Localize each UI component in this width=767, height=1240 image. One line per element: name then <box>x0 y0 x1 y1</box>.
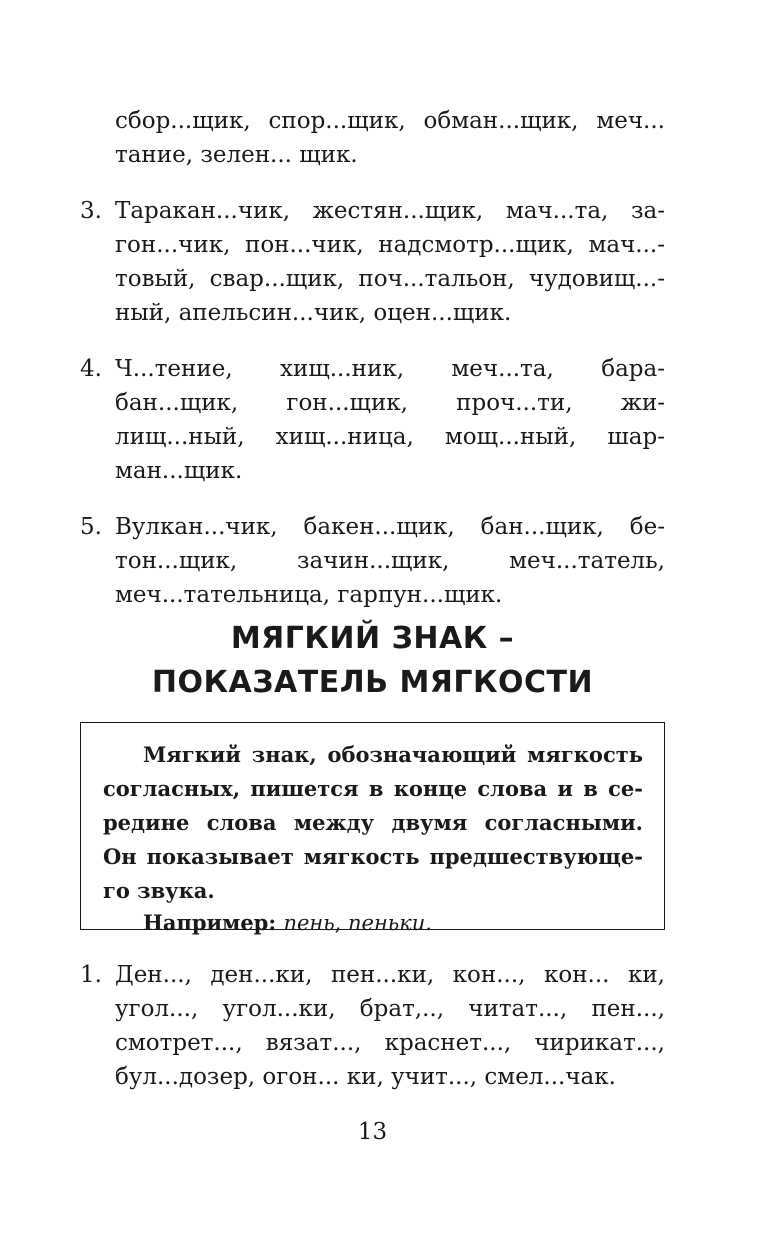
rule-box <box>80 722 665 935</box>
exercise-line: угол..., угол...ки, брат,.., читат..., пен..., <box>115 996 665 1022</box>
page-number: 13 <box>357 1119 388 1145</box>
exercise-number: 1. <box>80 962 102 988</box>
book-page <box>80 0 665 1240</box>
exercise-number: 5. <box>80 514 102 540</box>
exercise-line: товый, свар...щик, поч...тальон, чудовищ...- <box>115 266 665 292</box>
example-word: пень <box>283 911 335 935</box>
rule-line: Он показывает мягкость предшествующе- <box>103 844 643 869</box>
exercise-line: тон...щик, зачин...щик, меч...татель, <box>115 548 665 574</box>
rule-line: го звука. <box>103 878 215 903</box>
example-label: Например: <box>143 910 277 935</box>
carryover-line: тание, зелен... щик. <box>115 142 358 168</box>
exercise-line: ман...щик. <box>115 458 243 484</box>
exercise-line: бан...щик, гон...щик, проч...ти, жи- <box>115 390 665 416</box>
section-heading-line-1: МЯГКИЙ ЗНАК – <box>230 621 515 656</box>
exercise-line: лищ...ный, хищ...ница, мощ...ный, шар- <box>115 424 665 450</box>
exercise-line: смотрет..., вязат..., краснет..., чирикат..., <box>115 1030 665 1056</box>
exercise-line: Ч...тение, хищ...ник, меч...та, бара- <box>115 356 665 382</box>
exercise-line: бул...дозер, огон... ки, учит..., смел...чак. <box>115 1064 616 1090</box>
rule-line: согласных, пишется в конце слова и в се- <box>103 776 643 801</box>
rule-line: Мягкий знак, обозначающий мягкость <box>143 742 643 767</box>
example-separator: , <box>334 911 349 935</box>
exercise-line: ный, апельсин...чик, оцен...щик. <box>115 300 512 326</box>
carryover-line: сбор...щик, спор...щик, обман...щик, меч... <box>115 108 665 134</box>
exercise-number: 3. <box>80 198 102 224</box>
exercise-line: Ден..., ден...ки, пен...ки, кон..., кон... ки, <box>115 962 665 988</box>
exercise-line: гон...чик, пон...чик, надсмотр...щик, мач...- <box>115 232 665 258</box>
rule-example <box>143 906 432 940</box>
exercise-number: 4. <box>80 356 102 382</box>
exercise-line: меч...тательница, гарпун...щик. <box>115 582 503 608</box>
section-heading-line-2: ПОКАЗАТЕЛЬ МЯГКОСТИ <box>151 665 594 700</box>
exercise-line: Таракан...чик, жестян...щик, мач...та, за- <box>115 198 665 224</box>
exercise-line: Вулкан...чик, бакен...щик, бан...щик, бе- <box>115 514 665 540</box>
example-word: пеньки. <box>348 911 432 935</box>
rule-line: редине слова между двумя согласными. <box>103 810 643 835</box>
